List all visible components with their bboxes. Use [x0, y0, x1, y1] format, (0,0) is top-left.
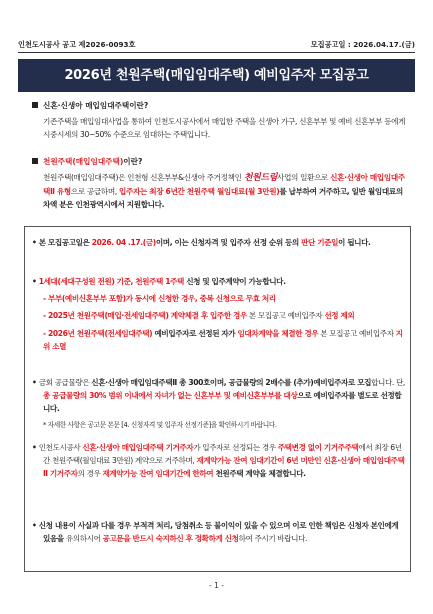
square-bullet-icon [32, 158, 38, 164]
item-reference-date: • 본 모집공고일은 2026. 04 .17.(금)이며, 이는 신청자격 및 입주자 선정 순위 등의 판단 기준일이 됩니다. [32, 238, 371, 247]
item-responsibility: • 신청 내용이 사실과 다를 경우 부적격 처리, 당첨취소 등 불이익이 있을 수 있으며 이로 인한 책임은 신청자 본인에게 있음을 유의하시어 공고문을 반드시 숙지하신 후 정확하게 신청하여 주시기 바랍니다. [32, 521, 399, 544]
square-bullet-icon [32, 102, 38, 108]
item-supply-quantity: • 금회 공급물량은 신혼·신생아 매입임대주택Ⅱ 총 300호이며, 공급물량의 2배수를 (추가)예비입주자로 모집합니다. 단, 총 공급물량의 30% 범위 이내에서 자녀가 없는 신혼부부 및 예비신혼부부를 대상으로 예비입주자를 별도로 선정합니다. * 자세한 사항은 공고문 본문 [4. 신청자격 및 입주자 선정기준]을 확인하시기 바랍니다. [32, 378, 405, 429]
page-number: - 1 - [209, 581, 224, 590]
section-body: 기존주택을 매입임대사업을 통하여 인천도시공사에서 매입한 주택을 신생아 가구, 신혼부부 및 예비 신혼부부 등에게 시중시세의 30~50% 수준으로 임대하는 주택입니다. [43, 117, 406, 139]
section-body: 천원주택(매입임대주택)은 인천형 신혼부부&신생아 주거정책인 천원드림사업의 일환으로 신혼·신생아 매입임대주택Ⅱ 유형으로 공급하며, 입주자는 최장 6년간 천원주택 월임대료(월 3만원)를 납부하여 거주하고, 일반 월임대료의 차액 분은 인천광역시에서 지원합니다. [43, 173, 405, 209]
notice-number: 인천도시공사 공고 제2026-0093호 [18, 40, 136, 49]
header-divider [18, 52, 415, 53]
section-heading: 천원주택(매입임대주택)이란? [32, 155, 407, 168]
page-title: 2026년 천원주택(매입임대주택) 예비입주자 모집공고 [18, 59, 415, 92]
item-one-house-rule: • 1세대(세대구성원 전원) 기준, 천원주택 1주택 신청 및 입주계약이 가능합니다. - 부부(예비신혼부부 포함)가 동시에 신청한 경우, 중복 신청으로 무효 처리 - 2025년 천원주택(매입·전세임대주택) 계약체결 후 입주한 경우 본 모집공고 예비입주자 선정 제외 - 2026년 천원주택(전세임대주택) 예비입주자로 선정된 자가 임대차계약을 체결한 경우 본 모집공고 예비입주자 지위 소멸 [32, 277, 403, 351]
item-existing-residents: • 인천도시공사 신혼·신생아 매입임대주택 기거주자가 입주자로 선정되는 경우 주택변경 없이 기거주주택에서 최장 6년간 천원주택(월임대료 3만원) 계약으로 거주하며, 재계약가능 잔여 임대기간이 6년 미만인 신혼·신생아 매입임대주택Ⅱ 기거주자의 경우 재계약가능 잔여 임대기간에 한하여 천원주택 계약을 체결합니다. [32, 443, 405, 479]
section-heading: 신혼·신생아 매입임대주택이란? [32, 99, 407, 112]
section-definition [32, 99, 407, 141]
cheonwon-dream-logo: 천원드림 [243, 173, 278, 183]
notice-date: 모집공고일 : 2026.04.17.(금) [310, 40, 415, 49]
section-cheonwon [32, 155, 407, 211]
